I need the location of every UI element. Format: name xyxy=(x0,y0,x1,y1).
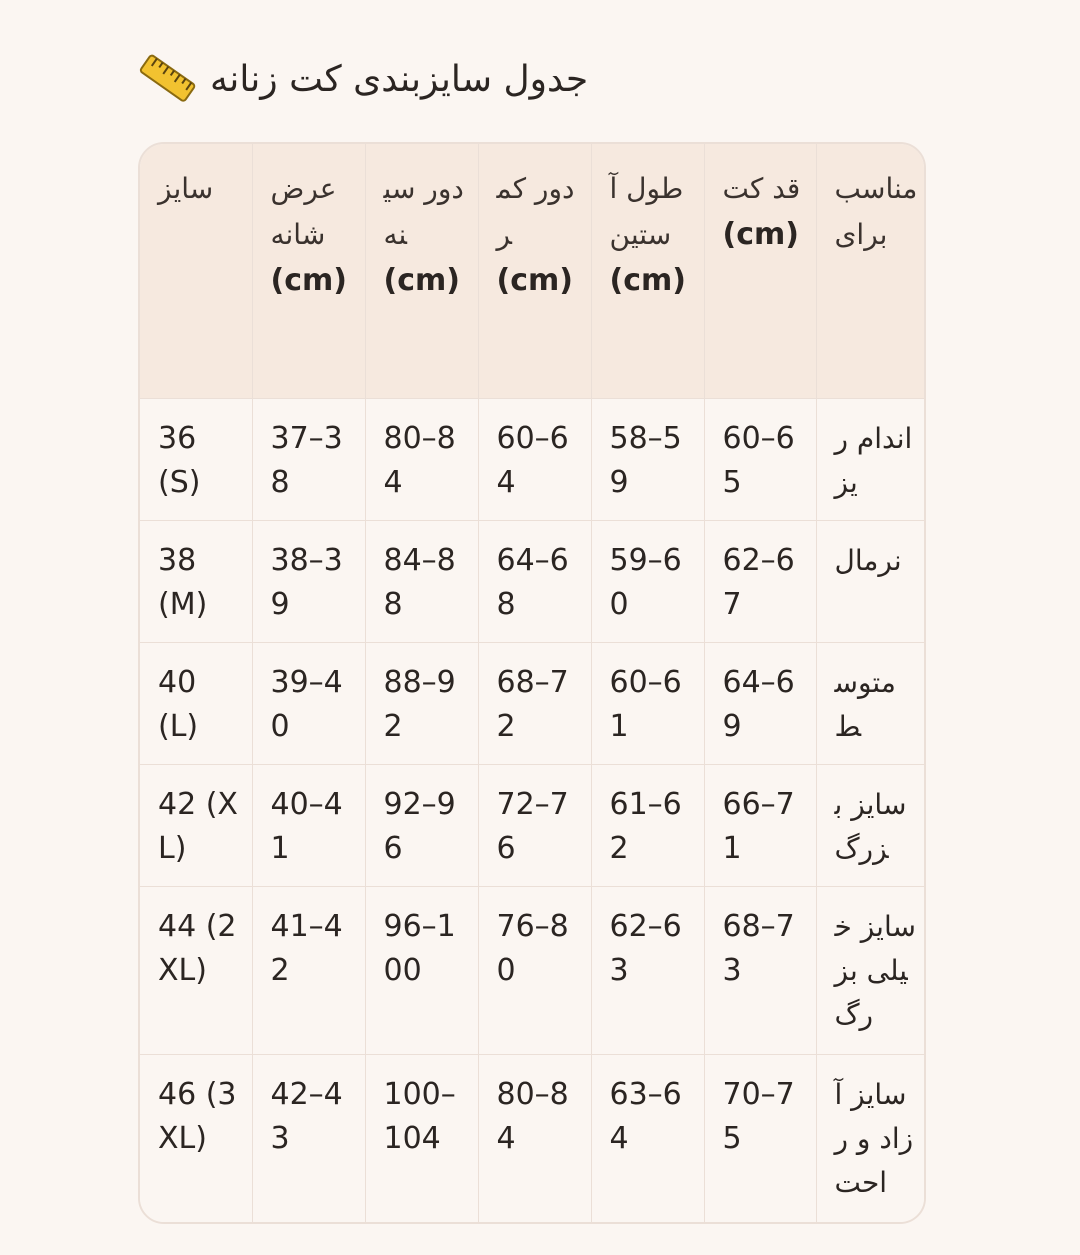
cell-chest: 80–84 xyxy=(365,399,478,521)
cell-waist: 68–72 xyxy=(478,643,591,765)
cell-size: 42 (XL) xyxy=(140,765,252,887)
cell-suitable-for: اندام ریز xyxy=(816,399,926,521)
cell-waist: 76–80 xyxy=(478,887,591,1055)
cell-suitable-for: سایز آزاد و راحت xyxy=(816,1055,926,1222)
cell-coat-length: 66–71 xyxy=(704,765,816,887)
header-shoulder-width: عرض شانه (cm) xyxy=(252,144,365,399)
cell-chest: 88–92 xyxy=(365,643,478,765)
cell-size: 40 (L) xyxy=(140,643,252,765)
header-waist: دور کمر (cm) xyxy=(478,144,591,399)
table-header-row xyxy=(140,144,926,399)
cell-size: 36 (S) xyxy=(140,399,252,521)
header-size: سایز xyxy=(140,144,252,399)
cell-sleeve: 61–62 xyxy=(591,765,704,887)
cell-sleeve: 63–64 xyxy=(591,1055,704,1222)
cell-sleeve: 60–61 xyxy=(591,643,704,765)
table-row xyxy=(140,765,926,887)
cell-size: 44 (2XL) xyxy=(140,887,252,1055)
table-row xyxy=(140,643,926,765)
cell-waist: 72–76 xyxy=(478,765,591,887)
header-sleeve-length: طول آستین (cm) xyxy=(591,144,704,399)
cell-suitable-for: سایز بزرگ xyxy=(816,765,926,887)
cell-shoulder: 39–40 xyxy=(252,643,365,765)
ruler-icon xyxy=(138,50,196,108)
table-row xyxy=(140,1055,926,1222)
header-chest: دور سینه (cm) xyxy=(365,144,478,399)
header-coat-length: قد کت (cm) xyxy=(704,144,816,399)
cell-suitable-for: متوسط xyxy=(816,643,926,765)
header-suitable-for: مناسب برای xyxy=(816,144,926,399)
cell-coat-length: 64–69 xyxy=(704,643,816,765)
cell-suitable-for: نرمال xyxy=(816,521,926,643)
cell-chest: 96–100 xyxy=(365,887,478,1055)
cell-waist: 64–68 xyxy=(478,521,591,643)
cell-coat-length: 62–67 xyxy=(704,521,816,643)
cell-size: 38 (M) xyxy=(140,521,252,643)
cell-suitable-for: سایز خیلی بزرگ xyxy=(816,887,926,1055)
cell-waist: 80–84 xyxy=(478,1055,591,1222)
cell-sleeve: 59–60 xyxy=(591,521,704,643)
cell-sleeve: 62–63 xyxy=(591,887,704,1055)
cell-coat-length: 60–65 xyxy=(704,399,816,521)
cell-shoulder: 38–39 xyxy=(252,521,365,643)
table-row xyxy=(140,887,926,1055)
page-title xyxy=(138,44,658,114)
cell-chest: 92–96 xyxy=(365,765,478,887)
cell-chest: 84–88 xyxy=(365,521,478,643)
cell-shoulder: 41–42 xyxy=(252,887,365,1055)
cell-shoulder: 40–41 xyxy=(252,765,365,887)
table-row xyxy=(140,521,926,643)
title-text: جدول سایزبندی کت زنانه xyxy=(210,58,589,100)
cell-coat-length: 68–73 xyxy=(704,887,816,1055)
cell-chest: 100–104 xyxy=(365,1055,478,1222)
cell-shoulder: 37–38 xyxy=(252,399,365,521)
cell-waist: 60–64 xyxy=(478,399,591,521)
cell-sleeve: 58–59 xyxy=(591,399,704,521)
size-table xyxy=(138,142,926,1224)
cell-shoulder: 42–43 xyxy=(252,1055,365,1222)
cell-size: 46 (3XL) xyxy=(140,1055,252,1222)
cell-coat-length: 70–75 xyxy=(704,1055,816,1222)
table-row xyxy=(140,399,926,521)
